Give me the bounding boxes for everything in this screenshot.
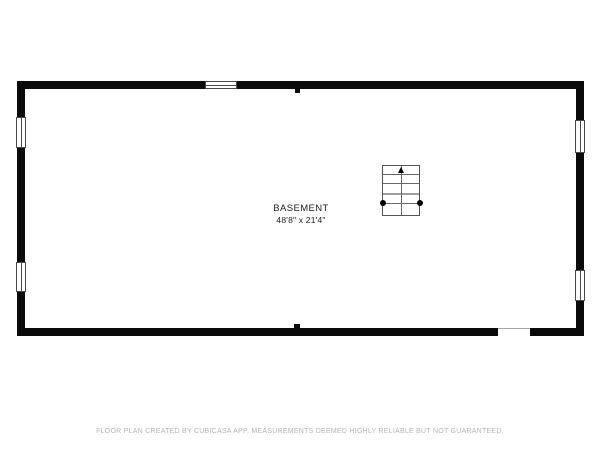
window-mullion (206, 85, 236, 86)
window-mullion (580, 121, 581, 152)
window-mullion (21, 263, 22, 291)
wall-stub-top (295, 89, 300, 93)
window-top-wall (205, 81, 237, 89)
doorway-opening (498, 328, 530, 336)
window-left-wall-lower (16, 262, 26, 292)
stair-post-dot (417, 200, 423, 206)
footer-disclaimer: FLOOR PLAN CREATED BY CUBICASA APP. MEASUREMENTS DEEMED HIGHLY RELIABLE BUT NOT GUARANTEED. (96, 428, 504, 435)
room-dimensions: 48'8" x 21'4" (276, 215, 326, 225)
window-right-wall-lower (575, 270, 585, 301)
up-arrow-icon (398, 167, 404, 173)
room-label (201, 203, 401, 226)
window-right-wall-upper (575, 120, 585, 153)
window-mullion (21, 118, 22, 147)
window-left-wall-upper (16, 117, 26, 148)
window-mullion (580, 271, 581, 300)
room-name: BASEMENT (273, 203, 329, 214)
wall-stub-bottom (294, 324, 300, 328)
